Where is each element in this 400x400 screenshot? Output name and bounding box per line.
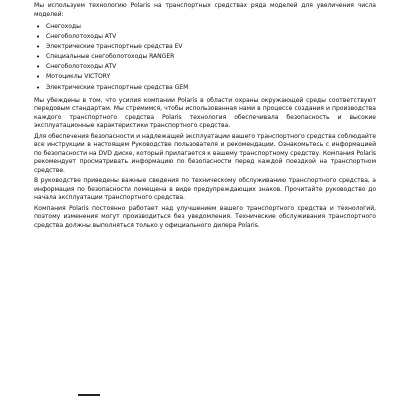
list-item: • Снегоходы xyxy=(34,22,376,32)
list-item: • Специальные снегоболотоходы RANGER xyxy=(34,52,376,62)
body-paragraph: Для обеспечения безопасности и надлежащей эксплуатации вашего транспортного средства соблюдайте все инструкции в настоящем Руководстве пользователя и рекомендации. Ознакомьтесь с информацией по безопасности на DVD диске, который прилагается к вашему транспортному средству. Компания Polaris рекомендует просматривать информацию по безопасности перед каждой поездкой на транспортном средстве. xyxy=(34,132,376,174)
list-item: • Электрические транспортные средства GEM xyxy=(34,83,376,93)
list-item: • Мотоциклы VICTORY xyxy=(34,72,376,82)
model-list xyxy=(34,22,376,93)
intro-paragraph: Мы используем технологию Polaris на транспортных средствах ряда моделей для увеличения числа моделей: xyxy=(34,2,376,18)
body-paragraph: В руководстве приведены важные сведения по техническому обслуживанию транспортного средства, а информация по безопасности помещена в виде предупреждающих знаков. Прочитайте руководство до начала эксплуатации транспортного средства. xyxy=(34,177,376,202)
list-item: • Электрические транспортные средства EV xyxy=(34,42,376,52)
body-paragraph: Мы убеждены в том, что усилия компании Polaris в области охраны окружающей среды соответствуют передовым стандартам. Мы стремимся, чтобы использованная нами в процессе создания и производства каждого транспортного средства Polaris технология обеспечивала безопасность и высокие эксплуатационные характеристики транспортного средства. xyxy=(34,96,376,130)
page-footer-rule xyxy=(78,394,100,400)
body-text xyxy=(34,97,376,231)
list-item: • Снегоболотоходы ATV xyxy=(34,32,376,42)
list-item: • Снегоболотоходы ATV xyxy=(34,62,376,72)
body-paragraph: Компания Polaris постоянно работает над улучшением вашего транспортного средства и технологий, поэтому изменения могут производиться без уведомления. Технические обслуживания транспортного средства должны выполняться только у официального дилера Polaris. xyxy=(34,204,376,229)
